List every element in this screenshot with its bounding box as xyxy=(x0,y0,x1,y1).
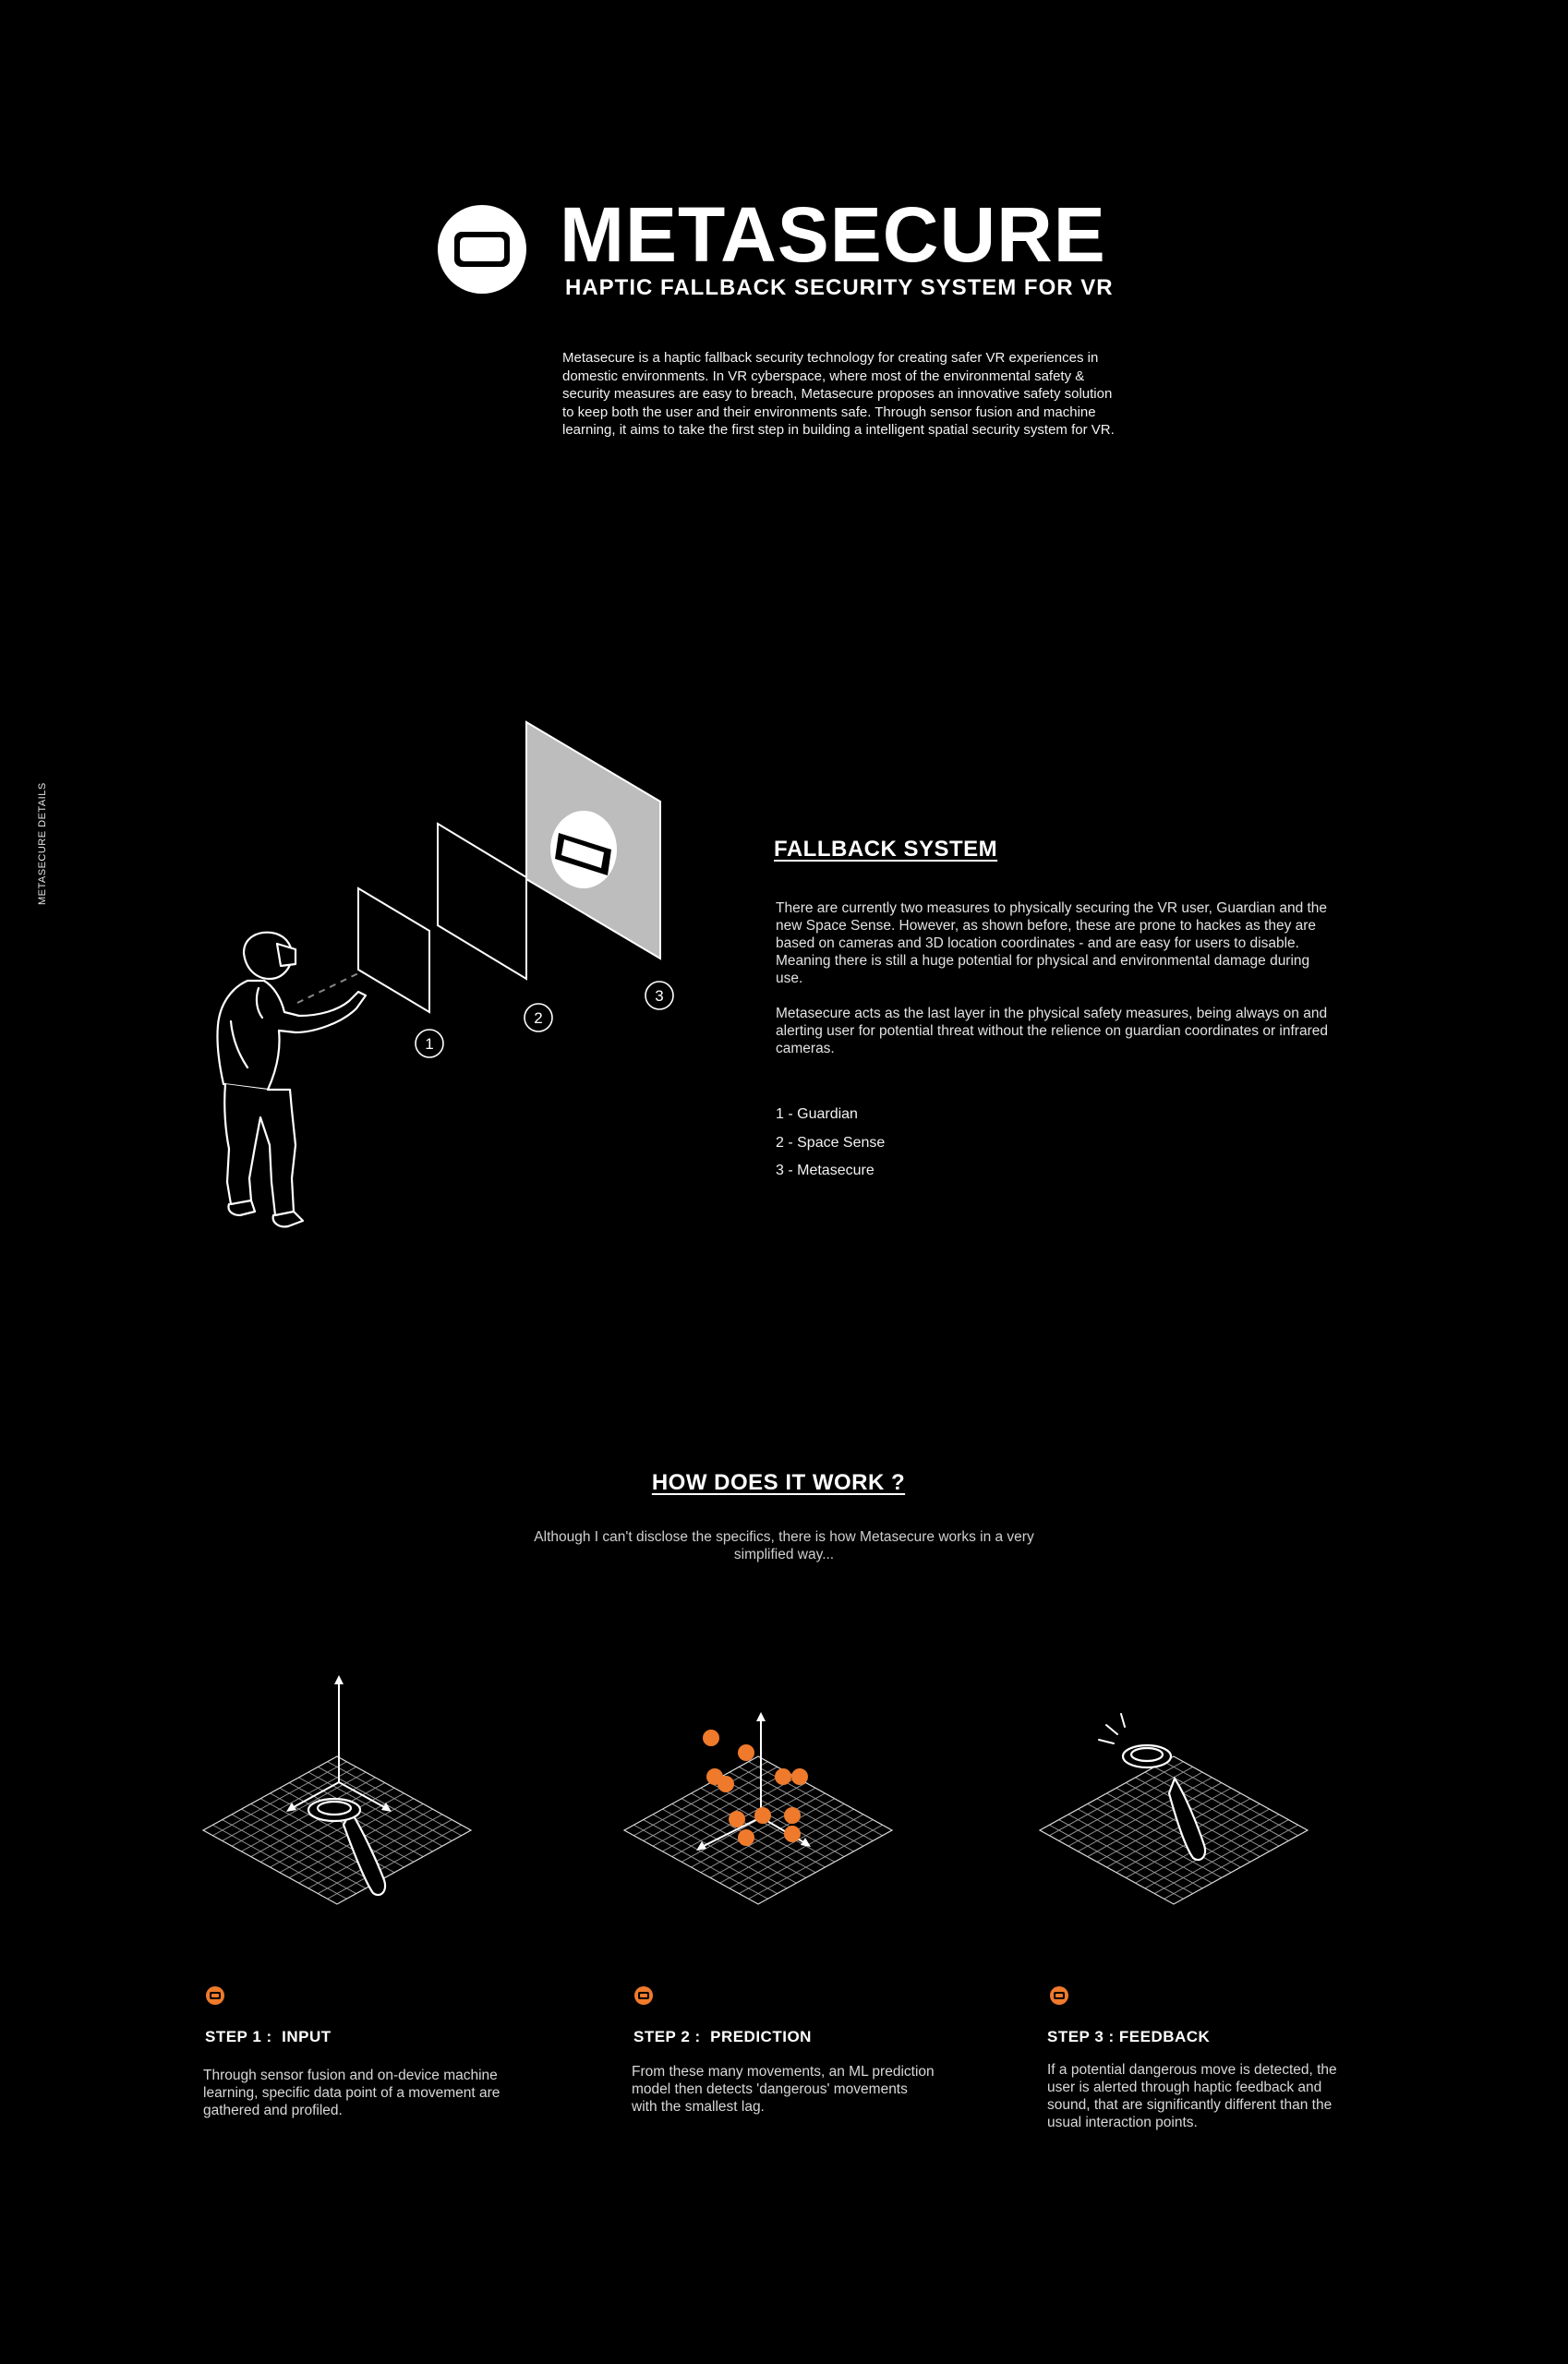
step3-illustration xyxy=(1040,1671,1308,1912)
step3-text: If a potential dangerous move is detected, the user is alerted through haptic feedback and sound, that are significantly different than the usual interaction points. xyxy=(1047,2062,1337,2130)
svg-text:2: 2 xyxy=(534,1009,543,1027)
svg-text:1: 1 xyxy=(425,1035,434,1053)
alert-mark-1 xyxy=(1099,1740,1114,1743)
step3-icon xyxy=(1049,1985,1069,2006)
fallback-paragraph-2: Metasecure acts as the last layer in the physical safety measures, being always on and alerting user for potential threat without the relience on guardian coordinates or infrared cameras. xyxy=(776,1006,1328,1056)
step2-illustration xyxy=(624,1671,892,1912)
page-title: METASECURE xyxy=(560,191,1106,278)
side-label: METASECURE DETAILS xyxy=(37,782,48,905)
how-intro: Although I can't disclose the specifics, there is how Metasecure works in a very simplified way... xyxy=(534,1529,1034,1562)
step2-icon xyxy=(633,1985,654,2006)
step3-title: STEP 3 : FEEDBACK xyxy=(1047,2028,1211,2045)
intro-text: Metasecure is a haptic fallback security technology for creating safer VR experiences in domestic environments. In VR cyberspace, where most of the environmental safety & security measures are easy to breach, Metasecure proposes an innovative safety solution to keep both the user and their environments safe. Through sensor fusion and machine learning, it aims to take the first step in building a intelligent spatial security system for VR. xyxy=(562,350,1115,438)
space-sense-layer-panel xyxy=(438,824,526,979)
vr-user-figure xyxy=(217,933,366,1227)
alert-mark-2 xyxy=(1106,1725,1117,1734)
how-heading: HOW DOES IT WORK ? xyxy=(651,1470,906,1495)
step2-text: From these many movements, an ML prediction model then detects 'dangerous' movements with the smallest lag. xyxy=(632,2064,935,2115)
svg-text:3: 3 xyxy=(655,987,664,1005)
alert-mark-3 xyxy=(1121,1714,1125,1727)
page-subtitle: HAPTIC FALLBACK SECURITY SYSTEM FOR VR xyxy=(565,275,1114,300)
fallback-illustration xyxy=(203,711,702,1247)
fallback-paragraph-1: There are currently two measures to physically securing the VR user, Guardian and the new Space Sense. However, as shown before, these are prone to hackes as they are based on cameras and 3D location coordinates - and are easy for users to disable. Meaning there is still a huge potential for physical and environmental damage during use. xyxy=(776,900,1328,986)
fallback-heading: FALLBACK SYSTEM xyxy=(774,837,998,862)
step1-illustration xyxy=(203,1671,471,1912)
logo-icon xyxy=(438,205,526,294)
guardian-layer-panel xyxy=(358,888,429,1012)
step1-title: STEP 1 : INPUT xyxy=(205,2028,332,2045)
layer-list-item-metasecure: 3 - Metasecure xyxy=(776,1163,874,1178)
layer-list-item-guardian: 1 - Guardian xyxy=(776,1106,858,1122)
step2-title: STEP 2 : PREDICTION xyxy=(633,2028,812,2045)
step1-icon xyxy=(205,1985,225,2006)
layer-list-item-space-sense: 2 - Space Sense xyxy=(776,1135,886,1151)
step1-text: Through sensor fusion and on-device machine learning, specific data point of a movement are gathered and profiled. xyxy=(203,2068,501,2118)
